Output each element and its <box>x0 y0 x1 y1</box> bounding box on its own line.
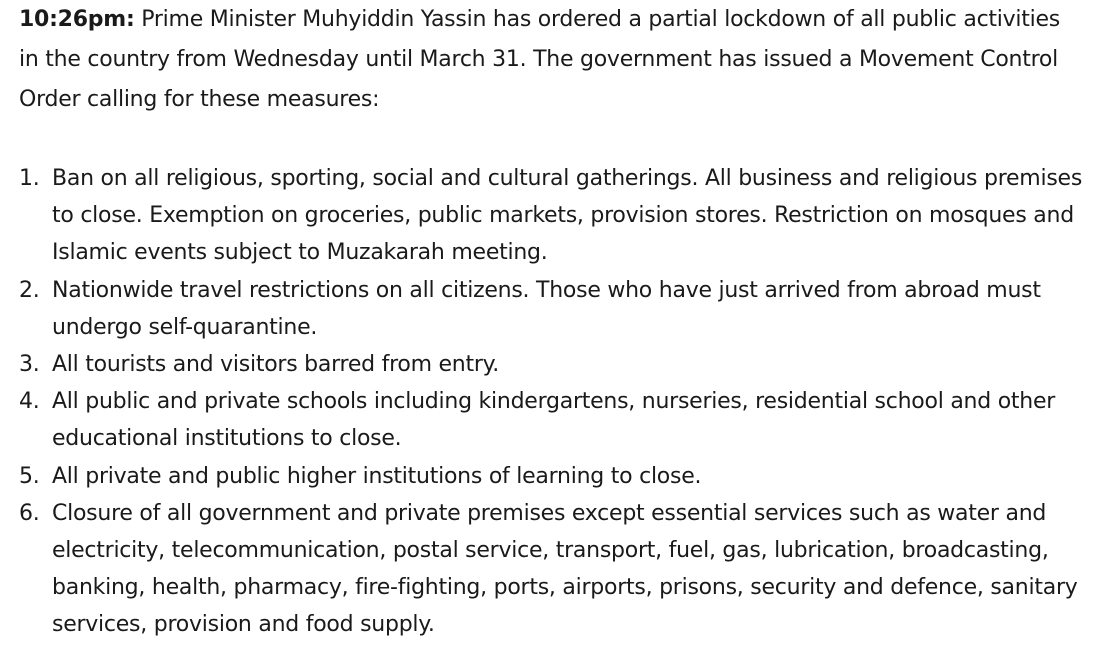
measure-text: Nationwide travel restrictions on all citizens. Those who have just arrived from abroad must undergo self-quarantine. <box>52 277 1041 340</box>
measures-list <box>19 160 1084 644</box>
measure-number: 6. <box>19 500 40 526</box>
measure-text: Closure of all government and private premises except essential services such as water and electricity, telecommunication, postal service, transport, fuel, gas, lubrication, broadcasting, banking, health, pharmacy, fire-fighting, ports, airports, prisons, security and defence, sanitary services, provision and food supply. <box>52 500 1078 638</box>
update-timestamp: 10:26pm: <box>19 7 135 32</box>
measure-item <box>19 458 1084 495</box>
measure-number: 3. <box>19 352 40 378</box>
measure-item <box>19 495 1084 644</box>
measure-item <box>19 272 1084 346</box>
measure-number: 5. <box>19 463 40 489</box>
intro-text: Prime Minister Muhyiddin Yassin has ordered a partial lockdown of all public activities in the country from Wednesday until March 31. The government has issued a Movement Control Order calling for these measures: <box>19 7 1061 112</box>
measure-text: All private and public higher institutions of learning to close. <box>52 463 702 489</box>
measure-text: Ban on all religious, sporting, social and cultural gatherings. All business and religious premises to close. Exemption on groceries, public markets, provision stores. Restriction on mosques and Islamic events subject to Muzakarah meeting. <box>52 166 1083 266</box>
measure-item <box>19 160 1084 272</box>
measure-number: 1. <box>19 166 40 191</box>
measure-number: 2. <box>19 277 40 303</box>
intro-paragraph <box>19 0 1084 120</box>
measure-item <box>19 383 1084 457</box>
measure-number: 4. <box>19 389 40 415</box>
measure-text: All public and private schools including kindergartens, nurseries, residential school and other educational institutions to close. <box>52 389 1056 452</box>
measure-item <box>19 346 1084 383</box>
measure-text: All tourists and visitors barred from entry. <box>52 352 500 378</box>
